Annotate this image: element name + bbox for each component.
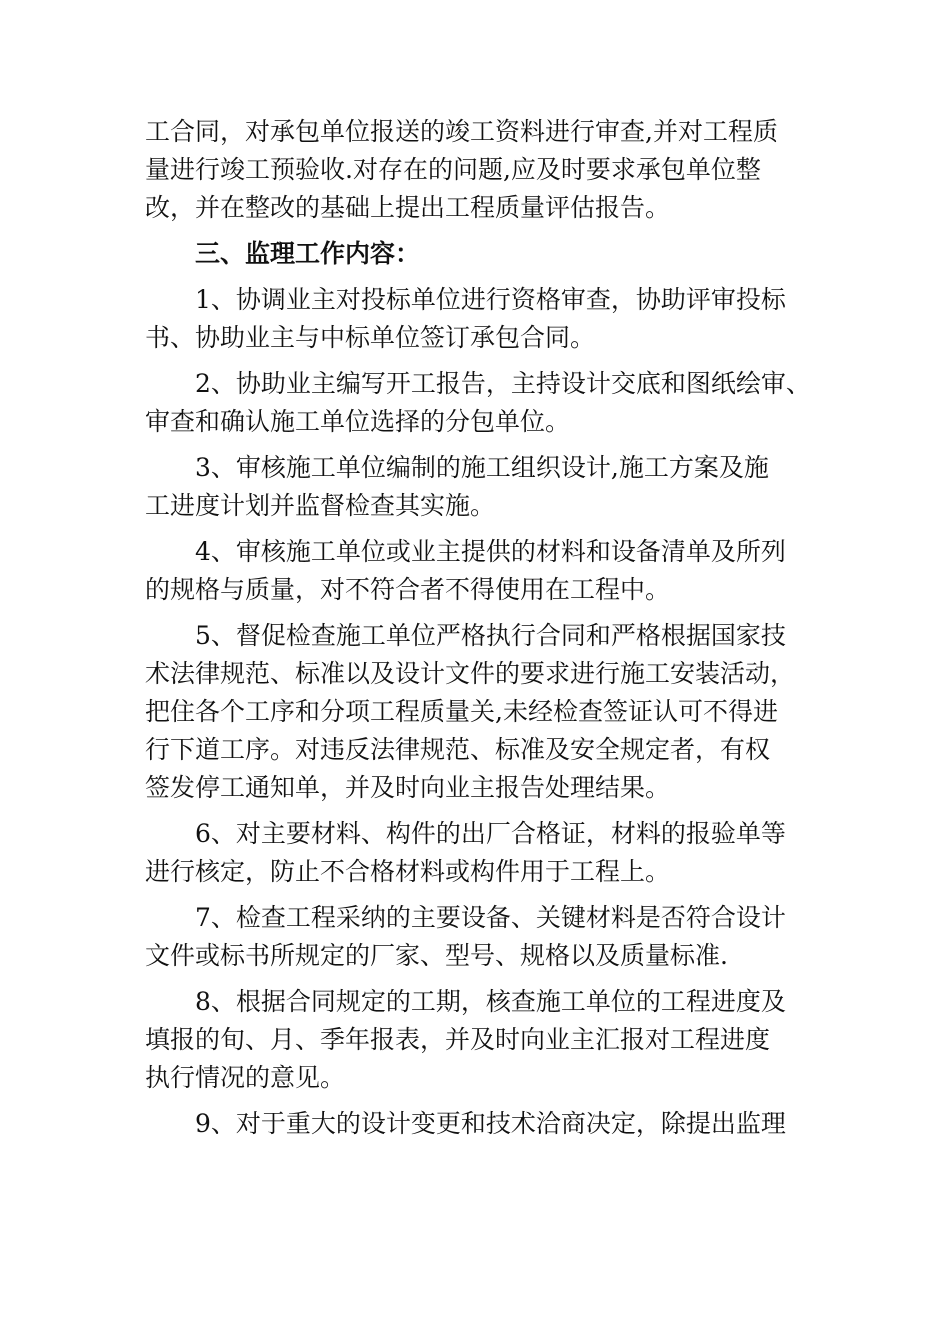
text-line: 工进度计划并监督检查其实施。 <box>145 491 496 520</box>
list-item-3 <box>145 449 817 525</box>
text-line: 改，并在整改的基础上提出工程质量评估报告。 <box>145 193 671 222</box>
text-line: 把住各个工序和分项工程质量关,未经检查签证认可不得进 <box>145 697 778 726</box>
text-line: 量进行竣工预验收.对存在的问题,应及时要求承包单位整 <box>145 155 761 184</box>
text-line: 行下道工序。对违反法律规范、标准及安全规定者，有权 <box>145 735 771 764</box>
text-line: 书、协助业主与中标单位签订承包合同。 <box>145 323 596 352</box>
list-item-9 <box>145 1105 817 1143</box>
heading-text: 三、监理工作内容： <box>195 239 421 268</box>
document-body <box>145 113 817 1143</box>
section-heading <box>145 235 817 273</box>
text-line: 审查和确认施工单位选择的分包单位。 <box>145 407 571 436</box>
list-item-5 <box>145 617 817 807</box>
text-line: 签发停工通知单，并及时向业主报告处理结果。 <box>145 773 671 802</box>
list-item-7 <box>145 899 817 975</box>
text-line: 3、审核施工单位编制的施工组织设计,施工方案及施 <box>195 453 769 482</box>
text-line: 文件或标书所规定的厂家、型号、规格以及质量标准. <box>145 941 728 970</box>
text-line: 8、根据合同规定的工期，核查施工单位的工程进度及 <box>195 987 786 1016</box>
text-line: 5、督促检查施工单位严格执行合同和严格根据国家技 <box>195 621 786 650</box>
text-line: 进行核定，防止不合格材料或构件用于工程上。 <box>145 857 671 886</box>
list-item-6 <box>145 815 817 891</box>
list-item-1 <box>145 281 817 357</box>
list-item-2 <box>145 365 817 441</box>
paragraph-continuation <box>145 113 817 227</box>
text-line: 术法律规范、标准以及设计文件的要求进行施工安装活动， <box>145 659 796 688</box>
list-item-4 <box>145 533 817 609</box>
text-line: 4、审核施工单位或业主提供的材料和设备清单及所列 <box>195 537 786 566</box>
text-line: 的规格与质量，对不符合者不得使用在工程中。 <box>145 575 671 604</box>
text-line: 9、对于重大的设计变更和技术洽商决定，除提出监理 <box>195 1109 786 1138</box>
text-line: 工合同，对承包单位报送的竣工资料进行审查,并对工程质 <box>145 117 778 146</box>
text-line: 2、协助业主编写开工报告，主持设计交底和图纸绘审、 <box>195 369 811 398</box>
list-item-8 <box>145 983 817 1097</box>
text-line: 7、检查工程采纳的主要设备、关键材料是否符合设计 <box>195 903 786 932</box>
text-line: 填报的旬、月、季年报表，并及时向业主汇报对工程进度 <box>145 1025 771 1054</box>
text-line: 6、对主要材料、构件的出厂合格证，材料的报验单等 <box>195 819 786 848</box>
text-line: 执行情况的意见。 <box>145 1063 346 1092</box>
text-line: 1、协调业主对投标单位进行资格审查，协助评审投标 <box>195 285 786 314</box>
